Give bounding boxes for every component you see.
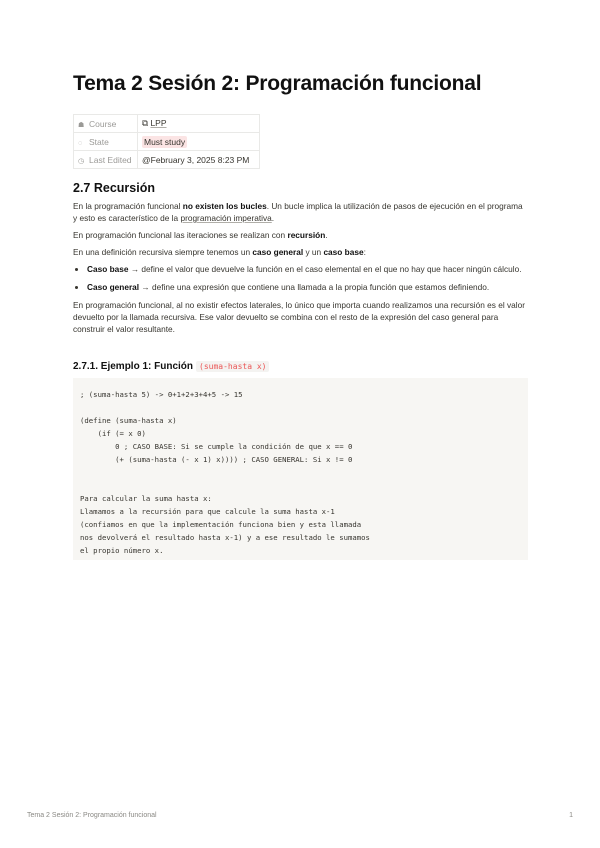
- state-tag: Must study: [144, 136, 186, 147]
- paragraph: En la programación funcional no existen los bucles. Un bucle implica la utilización de pasos de ejecución en el programa y esto es característico de la programación imperativa.: [73, 201, 523, 223]
- property-row-course: [74, 115, 260, 133]
- property-value-cell: [138, 151, 260, 169]
- list-item: • Caso general → define una expresión que contiene una llamada a la propia función que estamos definiendo.: [87, 281, 528, 293]
- list-item: • Caso base → define el valor que devuelve la función en el caso elemental en el que no hay que hacer ningún cálculo.: [87, 263, 528, 275]
- property-row-state: [74, 133, 260, 151]
- course-icon: ☗: [78, 121, 85, 129]
- footer-title: Tema 2 Sesión 2: Programación funcional: [27, 812, 157, 819]
- imperative-programming-link[interactable]: programación imperativa: [180, 213, 272, 223]
- property-key: Course: [89, 118, 117, 129]
- paragraph: En una definición recursiva siempre tenemos un caso general y un caso base:: [73, 247, 366, 257]
- paragraph: En programación funcional, al no existir efectos laterales, lo único que importa cuando realizamos una recursión es el valor devuelto por la llamada recursiva. Ese valor devuelto se combina con el resto de la expresión del caso general para construir el valor resultante.: [73, 300, 525, 334]
- properties-table: [73, 114, 260, 169]
- property-key: Last Edited: [89, 154, 132, 165]
- bullet-list: [73, 263, 528, 293]
- inline-code: (suma-hasta x): [196, 361, 269, 372]
- page-title: Tema 2 Sesión 2: Programación funcional: [73, 72, 482, 95]
- state-icon: ◌: [78, 139, 83, 147]
- code-line: Para calcular la suma hasta x:: [80, 494, 212, 503]
- course-link[interactable]: LPP: [150, 118, 167, 128]
- code-line: (+ (suma-hasta (- x 1) x)))) ; CASO GENERAL: Si x != 0: [80, 455, 353, 464]
- property-value-cell: [138, 115, 260, 133]
- property-key-cell: [74, 151, 138, 169]
- code-line: [80, 466, 521, 479]
- page-link-icon: ⧉: [142, 118, 149, 128]
- paragraph: En programación funcional las iteraciones se realizan con recursión.: [73, 230, 328, 240]
- code-line: Llamamos a la recursión para que calcule la suma hasta x-1: [80, 507, 335, 516]
- clock-icon: ◷: [78, 157, 85, 165]
- example-heading: 2.7.1. Ejemplo 1: Función (suma-hasta x): [73, 361, 269, 372]
- last-edited-value: @February 3, 2025 8:23 PM: [142, 154, 250, 165]
- property-key: State: [89, 136, 109, 147]
- code-line: 0 ; CASO BASE: Si se cumple la condición de que x == 0: [80, 442, 353, 451]
- section-body: [73, 200, 528, 340]
- section-heading: 2.7 Recursión: [73, 181, 155, 195]
- page-footer: [27, 812, 573, 819]
- page-number: 1: [569, 812, 573, 819]
- code-line: nos devolverá el resultado hasta x-1) y a ese resultado le sumamos: [80, 533, 370, 542]
- code-line: [80, 479, 521, 492]
- code-line: (confiamos en que la implementación funciona bien y esta llamada: [80, 520, 362, 529]
- property-row-last-edited: [74, 151, 260, 169]
- property-value-cell: [138, 133, 260, 151]
- property-key-cell: [74, 115, 138, 133]
- code-line: [80, 401, 521, 414]
- code-line: (define (suma-hasta x): [80, 416, 177, 425]
- code-block[interactable]: [73, 378, 528, 560]
- code-line: ; (suma-hasta 5) -> 0+1+2+3+4+5 -> 15: [80, 390, 243, 399]
- property-key-cell: [74, 133, 138, 151]
- code-line: el propio número x.: [80, 546, 164, 555]
- code-line: (if (= x 0): [80, 429, 146, 438]
